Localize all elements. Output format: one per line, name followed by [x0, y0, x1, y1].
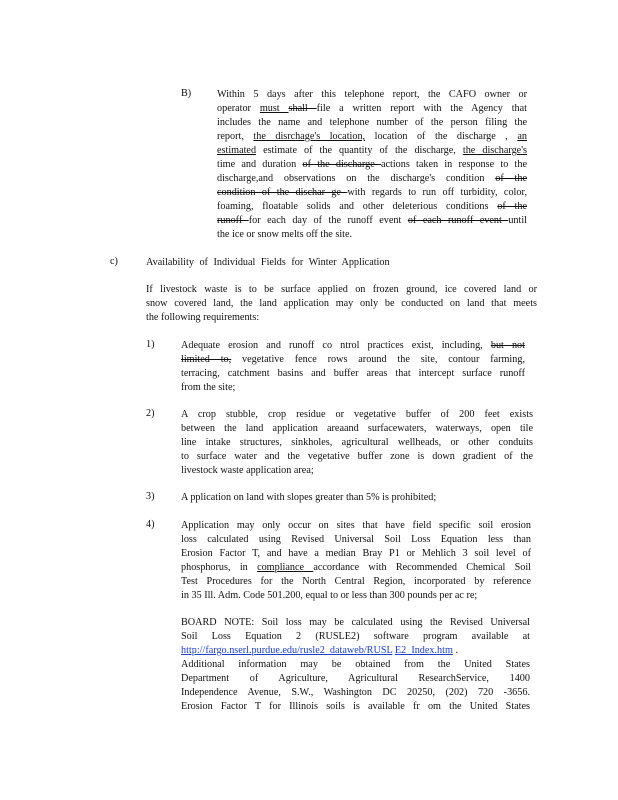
rusle2-link[interactable]: http://fargo.nserl.purdue.edu/rusle2_dataweb/RUSL — [181, 645, 393, 656]
section-c-heading-text: Availability of Individual Fields for Winter Application — [146, 257, 390, 268]
rusle2-link[interactable]: E2_Index.htm — [394, 645, 453, 656]
text-segment: includes the name and telephone number of the person filing the — [217, 117, 527, 128]
item-4-line — [181, 589, 531, 603]
section-b-line — [217, 144, 527, 158]
deleted-text: but not — [490, 340, 525, 351]
text-segment: report, — [217, 131, 254, 142]
item-4-line — [181, 547, 531, 561]
text-segment: Additional information may be obtained from the United States — [181, 659, 530, 670]
text-segment: Soil Loss Equation 2 (RUSLE2) software program available at — [181, 631, 530, 642]
deleted-text: of each runoff event — [407, 215, 509, 226]
item-2-line — [181, 422, 533, 436]
section-b-line — [217, 158, 527, 172]
deleted-text: runoff — [217, 215, 249, 226]
item-2-line — [181, 464, 533, 478]
text-segment: in 35 Ill. Adm. Code 501.200, equal to or less than 300 pounds per ac re; — [181, 590, 478, 601]
text-segment: the ice or snow melts off the site. — [217, 229, 353, 240]
section-c-heading — [146, 256, 416, 270]
item-1-line — [181, 353, 525, 367]
text-segment: snow covered land, the land application may only be conducted on land that meets — [146, 298, 537, 309]
text-segment: actions taken in response to the — [380, 159, 527, 170]
board-note-line — [181, 672, 530, 686]
item-3-line — [181, 491, 481, 505]
board-note-line — [181, 700, 530, 714]
text-segment: Test Procedures for the North Central Region, incorporated by reference — [181, 576, 531, 587]
board-note-line — [181, 616, 530, 630]
inserted-text: an — [517, 131, 527, 142]
item-2-text — [181, 408, 533, 478]
section-c-marker: c) — [110, 256, 118, 267]
section-c-intro — [146, 283, 537, 325]
text-segment: foaming, floatable solids and other deleterious conditions — [217, 201, 498, 212]
deleted-text: condition of the dischar ge — [217, 187, 348, 198]
text-segment: A pplication on land with slopes greater than 5% is prohibited; — [181, 492, 437, 503]
text-segment: Department of Agriculture, Agricultural ResearchService, 1400 — [181, 673, 530, 684]
section-b-line — [217, 228, 527, 242]
text-segment: Erosion Factor T for Illinois soils is available fr om the United States — [181, 701, 530, 712]
text-segment: time and duration — [217, 159, 303, 170]
section-b-line — [217, 88, 527, 102]
text-segment: terracing, catchment basins and buffer areas that intercept surface runoff — [181, 368, 525, 379]
section-b-line — [217, 214, 527, 228]
text-segment: operator — [217, 103, 260, 114]
text-segment: until — [508, 215, 528, 226]
text-segment: from the site; — [181, 382, 236, 393]
board-note-line — [181, 644, 530, 658]
item-3-text — [181, 491, 481, 505]
text-segment: . — [452, 645, 459, 656]
text-segment: livestock waste application area; — [181, 465, 314, 476]
board-note — [181, 616, 530, 714]
item-4-text — [181, 519, 531, 603]
text-segment: vegetative fence rows around the site, contour farming, — [231, 354, 525, 365]
section-c-intro-line — [146, 283, 537, 297]
text-segment: to surface water and the vegetative buffer zone is down gradient of the — [181, 451, 533, 462]
section-c-intro-line — [146, 311, 537, 325]
text-segment: Erosion Factor T, and have a median Bray P1 or Mehlich 3 soil level of — [181, 548, 531, 559]
text-segment: Within 5 days after this telephone report, the CAFO owner or — [217, 89, 527, 100]
text-segment: between the land application areaand surfacewaters, waterways, open tile — [181, 423, 533, 434]
board-note-line — [181, 686, 530, 700]
item-4-line — [181, 561, 531, 575]
text-segment: Adequate erosion and runoff co ntrol practices exist, including, — [181, 340, 491, 351]
section-c-intro-line — [146, 297, 537, 311]
text-segment: If livestock waste is to be surface applied on frozen ground, ice covered land or — [146, 284, 537, 295]
item-1-text — [181, 339, 525, 395]
item-1-line — [181, 367, 525, 381]
text-segment: location of the discharge , — [365, 131, 518, 142]
item-1-marker: 1) — [146, 339, 155, 350]
deleted-text: of the discharge — [302, 159, 381, 170]
section-b-line — [217, 200, 527, 214]
item-3-marker: 3) — [146, 491, 155, 502]
deleted-text: of the — [495, 173, 527, 184]
text-segment: Application may only occur on sites that have field specific soil erosion — [181, 520, 531, 531]
item-2-line — [181, 436, 533, 450]
section-b-line — [217, 172, 527, 186]
text-segment: BOARD NOTE: Soil loss may be calculated using the Revised Universal — [181, 617, 530, 628]
text-segment: file a written report with the Agency that — [316, 103, 527, 114]
text-segment: accordance with Recommended Chemical Soil — [313, 562, 532, 573]
section-b-line — [217, 116, 527, 130]
section-b-line — [217, 102, 527, 116]
text-segment: loss calculated using Revised Universal Soil Loss Equation less than — [181, 534, 531, 545]
text-segment: A crop stubble, crop residue or vegetative buffer of 200 feet exists — [181, 409, 533, 420]
item-2-line — [181, 450, 533, 464]
board-note-line — [181, 630, 530, 644]
inserted-text: the discharge's — [462, 145, 527, 156]
item-2-line — [181, 408, 533, 422]
section-b-line — [217, 186, 527, 200]
item-1-line — [181, 339, 525, 353]
text-segment: phosphorus, in — [181, 562, 258, 573]
deleted-text: limited to, — [181, 354, 232, 365]
text-segment: with regards to run off turbidity, color, — [347, 187, 527, 198]
inserted-text: must — [259, 103, 289, 114]
item-4-line — [181, 575, 531, 589]
item-4-marker: 4) — [146, 519, 155, 530]
text-segment: the following requirements: — [146, 312, 260, 323]
board-note-line — [181, 658, 530, 672]
section-b-marker: B) — [181, 88, 192, 99]
section-b-paragraph — [217, 88, 527, 242]
inserted-text: compliance — [257, 562, 314, 573]
text-segment: for each day of the runoff event — [248, 215, 408, 226]
text-segment: Independence Avenue, S.W., Washington DC 20250, (202) 720 -3656. — [181, 687, 530, 698]
item-4-line — [181, 533, 531, 547]
item-4-line — [181, 519, 531, 533]
section-b-line — [217, 130, 527, 144]
item-1-line — [181, 381, 525, 395]
text-segment: discharge,and observations on the discharge's condition — [217, 173, 496, 184]
deleted-text: of the — [497, 201, 527, 212]
deleted-text: shall — [288, 103, 317, 114]
text-segment: line intake structures, sinkholes, agricultural wellheads, or other conduits — [181, 437, 533, 448]
inserted-text: the disrchage's location, — [253, 131, 366, 142]
inserted-text: estimated — [217, 145, 257, 156]
item-2-marker: 2) — [146, 408, 155, 419]
text-segment: estimate of the quantity of the discharge, — [256, 145, 463, 156]
